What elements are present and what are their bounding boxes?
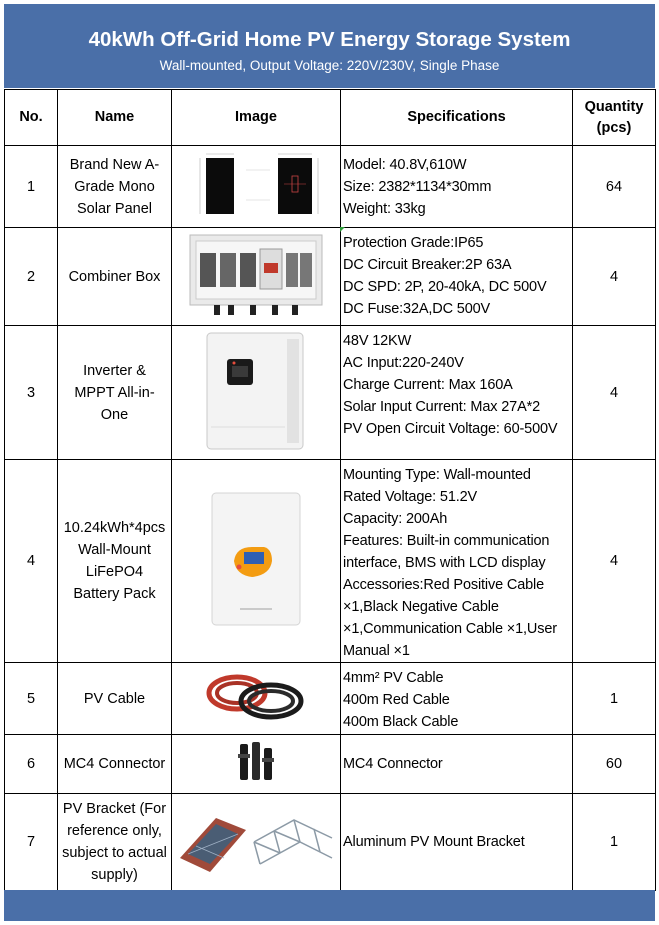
spec-line: DC Fuse:32A,DC 500V — [343, 301, 491, 317]
row-name: Brand New A-Grade Mono Solar Panel — [58, 146, 172, 228]
row-qty: 64 — [573, 146, 656, 228]
col-header-no: No. — [5, 90, 58, 146]
combiner-box-image — [172, 228, 341, 326]
spec-line: Model: 40.8V,610W — [343, 156, 467, 173]
row-specs — [341, 146, 573, 228]
row-name: MC4 Connector — [58, 735, 172, 794]
row-specs — [341, 663, 573, 735]
table-row — [5, 326, 656, 460]
row-no: 2 — [5, 228, 58, 326]
spec-table — [4, 89, 656, 891]
spec-line: Solar Input Current: Max 27A*2 — [343, 399, 540, 415]
spec-line: Mounting Type: Wall-mounted — [343, 467, 531, 483]
spec-line: 400m Black Cable — [343, 714, 459, 730]
row-qty: 60 — [573, 735, 656, 794]
row-qty: 1 — [573, 794, 656, 891]
spec-line: AC Input:220-240V — [343, 355, 464, 371]
row-specs — [341, 326, 573, 460]
cell-comment-marker — [340, 227, 345, 232]
row-specs — [341, 735, 573, 794]
pv-cable-image — [172, 663, 341, 735]
spec-line: DC SPD: 2P, 20-40kA, DC 500V — [343, 279, 547, 295]
row-no: 5 — [5, 663, 58, 735]
spec-line: Capacity: 200Ah — [343, 511, 448, 527]
spec-line: Accessories:Red Positive Cable ×1,Black Negative Cable ×1,Communication Cable ×1,User Manual ×1 — [343, 577, 557, 659]
page-subtitle: Wall-mounted, Output Voltage: 220V/230V, Single Phase — [159, 58, 500, 73]
table-row — [5, 228, 656, 326]
row-no: 3 — [5, 326, 58, 460]
table-row — [5, 663, 656, 735]
spec-line: Charge Current: Max 160A — [343, 377, 513, 393]
row-qty: 1 — [573, 663, 656, 735]
battery-pack-image — [172, 460, 341, 663]
spec-line: Weight: 33kg — [343, 200, 426, 217]
solar-panel-image — [172, 146, 341, 228]
row-name: Combiner Box — [58, 228, 172, 326]
row-specs — [341, 460, 573, 663]
inverter-image — [172, 326, 341, 460]
row-name: PV Cable — [58, 663, 172, 735]
page-title: 40kWh Off-Grid Home PV Energy Storage System — [88, 28, 571, 51]
table-row — [5, 460, 656, 663]
table-header-row — [5, 90, 656, 146]
table-row — [5, 794, 656, 891]
row-qty: 4 — [573, 326, 656, 460]
spec-line: 400m Red Cable — [343, 692, 450, 708]
row-specs — [341, 228, 573, 326]
table-row — [5, 146, 656, 228]
col-header-image: Image — [172, 90, 341, 146]
row-no: 4 — [5, 460, 58, 663]
spec-line: Features: Built-in communication interface, BMS with LCD display — [343, 533, 550, 571]
pv-bracket-image — [172, 794, 341, 891]
table-row — [5, 735, 656, 794]
row-no: 7 — [5, 794, 58, 891]
col-header-qty: Quantity (pcs) — [573, 90, 656, 146]
spec-line: Aluminum PV Mount Bracket — [343, 834, 525, 850]
spec-line: 48V 12KW — [343, 333, 412, 349]
row-name: 10.24kWh*4pcs Wall-Mount LiFePO4 Battery Pack — [58, 460, 172, 663]
spec-line: Size: 2382*1134*30mm — [343, 178, 492, 195]
page-footer-bar — [4, 890, 655, 921]
spec-line: 4mm² PV Cable — [343, 670, 444, 686]
row-qty: 4 — [573, 228, 656, 326]
row-qty: 4 — [573, 460, 656, 663]
col-header-specs: Specifications — [341, 90, 573, 146]
spec-line: DC Circuit Breaker:2P 63A — [343, 257, 512, 273]
spec-line: PV Open Circuit Voltage: 60-500V — [343, 421, 558, 437]
row-no: 1 — [5, 146, 58, 228]
spec-line: Rated Voltage: 51.2V — [343, 489, 478, 505]
spec-line: MC4 Connector — [343, 756, 443, 772]
row-specs — [341, 794, 573, 891]
row-name: PV Bracket (For reference only, subject to actual supply) — [58, 794, 172, 891]
spec-line: Protection Grade:IP65 — [343, 235, 484, 251]
mc4-connector-image — [172, 735, 341, 794]
page-header — [4, 4, 655, 88]
row-name: Inverter & MPPT All-in-One — [58, 326, 172, 460]
row-no: 6 — [5, 735, 58, 794]
col-header-name: Name — [58, 90, 172, 146]
